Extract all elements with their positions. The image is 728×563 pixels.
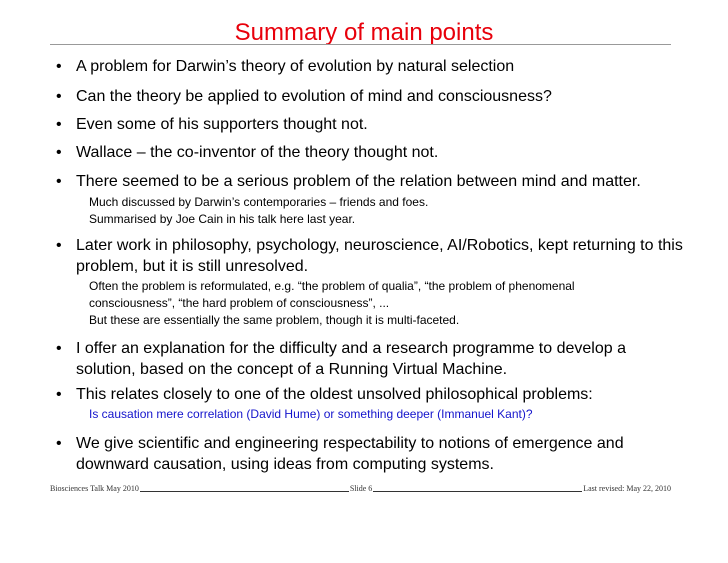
sub-point: Often the problem is reformulated, e.g. “the problem of qualia”, “the problem of phenomenal — [89, 279, 575, 293]
footer-divider — [140, 491, 349, 492]
footer-last-revised: Last revised: May 22, 2010 — [583, 484, 671, 493]
bullet-text: Wallace – the co-inventor of the theory thought not. — [76, 144, 439, 161]
bullet-dot-icon: • — [56, 173, 62, 190]
bullet-dot-icon: • — [56, 88, 62, 105]
footer-divider — [373, 491, 582, 492]
bullet-dot-icon: • — [56, 340, 62, 357]
bullet-text: solution, based on the concept of a Running Virtual Machine. — [76, 361, 508, 378]
bullet-item — [56, 114, 696, 135]
footer-talk-name: Biosciences Talk May 2010 — [50, 484, 139, 493]
bullet-text: This relates closely to one of the oldest unsolved philosophical problems: — [76, 386, 593, 403]
bullet-item — [56, 171, 696, 228]
footer-slide-number: Slide 6 — [349, 484, 373, 493]
bullet-dot-icon: • — [56, 386, 62, 403]
sub-point: Summarised by Joe Cain in his talk here last year. — [89, 212, 356, 226]
bullet-item — [56, 235, 696, 329]
bullet-dot-icon: • — [56, 144, 62, 161]
bullet-item — [56, 142, 696, 163]
bullet-text: Even some of his supporters thought not. — [76, 116, 368, 133]
bullet-text: There seemed to be a serious problem of the relation between mind and matter. — [76, 173, 641, 190]
sub-point: Much discussed by Darwin’s contemporaries – friends and foes. — [89, 195, 429, 209]
bullet-item — [56, 338, 696, 380]
bullet-text: I offer an explanation for the difficulty and a research programme to develop a — [76, 340, 626, 357]
sub-point-highlight: Is causation mere correlation (David Hume) or something deeper (Immanuel Kant)? — [89, 407, 533, 421]
bullet-dot-icon: • — [56, 435, 62, 452]
slide-footer — [50, 484, 671, 494]
bullet-text: We give scientific and engineering respectability to notions of emergence and — [76, 435, 624, 452]
bullet-dot-icon: • — [56, 58, 62, 75]
bullet-item — [56, 384, 696, 423]
bullet-text: Can the theory be applied to evolution of mind and consciousness? — [76, 88, 552, 105]
sub-point: But these are essentially the same problem, though it is multi-faceted. — [89, 313, 460, 327]
bullet-text: A problem for Darwin’s theory of evolution by natural selection — [76, 58, 515, 75]
bullet-item — [56, 86, 696, 107]
bullet-text: problem, but it is still unresolved. — [76, 258, 309, 275]
bullet-item — [56, 433, 696, 475]
bullet-text: downward causation, using ideas from computing systems. — [76, 456, 494, 473]
bullet-text: Later work in philosophy, psychology, neuroscience, AI/Robotics, kept returning to this — [76, 237, 683, 254]
bullet-dot-icon: • — [56, 237, 62, 254]
bullet-item — [56, 56, 696, 77]
sub-point: consciousness”, “the hard problem of consciousness”, ... — [89, 296, 390, 310]
bullet-dot-icon: • — [56, 116, 62, 133]
slide-title: Summary of main points — [234, 19, 494, 46]
